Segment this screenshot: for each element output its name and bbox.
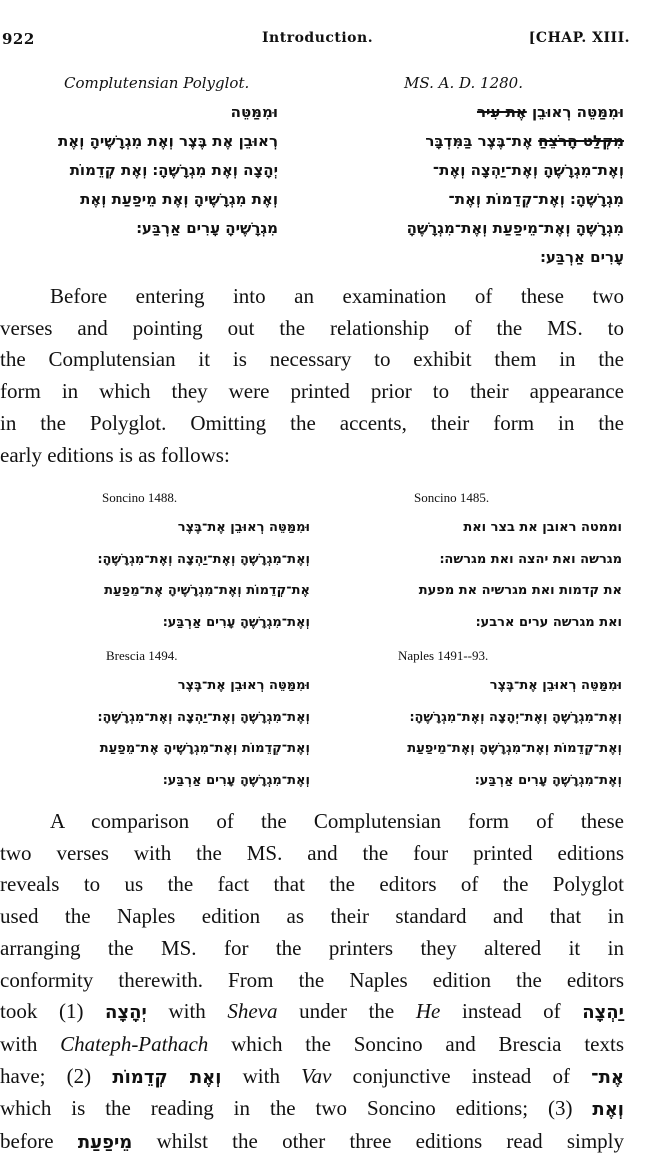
soncino-1488-text (10, 512, 310, 638)
hebrew-word: מֵיפַעַת (77, 1132, 133, 1154)
hebrew-fragment: אֶת־בֶּצֶר בַּמִּדְבָּר (425, 132, 539, 150)
hebrew-fragment: וּמִמַּטֵּה רְאוּבֵן (526, 103, 624, 121)
paragraph-comparison (0, 806, 624, 1159)
hebrew-line: מִגְרָשֶׁיהָ עָרִים אַרְבַּע׃ (136, 219, 278, 237)
text-fragment: with (146, 999, 228, 1024)
hebrew-line: רְאוּבֵן אֶת בֶּצֶר וְאֶת מִגְרָשֶׁיהָ וְאֶת (58, 132, 278, 150)
text-line (0, 1093, 624, 1126)
text-line: the Complutensian it is necessary to exhibit them in the (0, 347, 624, 372)
hebrew-line: וְאֶת־מִגְרָשֶׁהָ עָרִים אַרְבַּע׃ (162, 614, 310, 630)
naples-heading: Naples 1491--93. (398, 648, 489, 663)
text-fragment: with (221, 1063, 302, 1088)
text-line (0, 1029, 624, 1061)
chapter-label: [CHAP. XIII. (528, 30, 630, 46)
ms-text (324, 98, 624, 272)
hebrew-word: יְהָצָה (105, 1002, 147, 1024)
hebrew-line: וּמִמַּטֵּה (230, 103, 278, 121)
text-fragment: have; (2) (0, 1063, 113, 1088)
text-fragment: instead of (440, 999, 583, 1024)
text-line: two verses with the MS. and the four printed editions (0, 840, 624, 865)
hebrew-line: וְאֶת־מִגְרָשֶׁהָ וְאֶת־יַהְצָה וְאֶת־מִגְרָשֶׁהָ׃ (97, 551, 310, 567)
text-line: used the Naples edition as their standard and that in (0, 904, 624, 929)
hebrew-word: וְאֶת (592, 1099, 624, 1121)
hebrew-line: וּמִמַּטֵּה רְאוּבֵן אֶת־בֶּצֶר (177, 520, 310, 535)
text-line: early editions is as follows: (0, 442, 230, 467)
hebrew-line: מִגְרָשֶׁהָ׃ וְאֶת־קְדֵמוֹת וְאֶת־ (448, 190, 624, 208)
text-fragment: whilst the other three editions read simply (132, 1129, 624, 1154)
hebrew-line: וּמִמַּטֵּה רְאוּבֵן אֶת־בֶּצֶר (177, 678, 310, 693)
hebrew-line (324, 98, 624, 127)
soncino-1488-heading: Soncino 1488. (102, 490, 178, 505)
hebrew-line (324, 127, 624, 156)
struck-text: אֶת עִיר (476, 103, 527, 121)
text-fragment: took (1) (0, 999, 106, 1024)
naples-text (322, 670, 622, 796)
text-fragment: under the (277, 999, 416, 1024)
text-fragment: conjunctive instead of (331, 1063, 592, 1088)
text-line: conformity therewith. From the Naples edition the editors (0, 967, 624, 992)
text-line: verses and pointing out the relationship of the MS. to (0, 315, 624, 340)
hebrew-line: וּמִמַּטֵּה רְאוּבֵן אֶת־בֶּצֶר (489, 678, 622, 693)
soncino-1485-heading: Soncino 1485. (414, 490, 490, 505)
complutensian-text (8, 98, 278, 243)
text-line: in the Polyglot. Omitting the accents, their form in the (0, 410, 624, 435)
hebrew-line: וְאֶת־מִגְרָשֶׁהָ וְאֶת־יְהָצָה וְאֶת־מִגְרָשֶׁהָ׃ (409, 709, 622, 725)
complutensian-heading: Complutensian Polyglot. (64, 74, 250, 92)
struck-text: מִקְלַט הָרֹצֵחַ (538, 132, 624, 150)
hebrew-line: וְאֶת־מִגְרָשֶׁהָ וְאֶת־יַהְצָה וְאֶת־ (432, 161, 624, 179)
hebrew-line: וְאֶת־מִגְרָשֶׁהָ עָרִים אַרְבַּע׃ (162, 772, 310, 788)
brescia-1494-text (10, 670, 310, 796)
text-line: A comparison of the Complutensian form of these (50, 809, 624, 833)
text-line: form in which they were printed prior to their appearance (0, 379, 624, 404)
ms-heading: MS. A. D. 1280. (404, 74, 523, 92)
hebrew-line: וְאֶת־קְדֵמוֹת וְאֶת־מִגְרָשֶׁיהָ אֶת־מֵפַעַת (99, 741, 310, 756)
italic-term: He (415, 999, 441, 1024)
text-fragment: before (0, 1129, 78, 1154)
text-line (0, 1061, 624, 1094)
italic-term: Chateph-Pathach (60, 1031, 209, 1056)
text-fragment: which the Soncino and Brescia texts (208, 1031, 624, 1056)
text-line: reveals to us the fact that the editors of the Polyglot (0, 872, 624, 897)
hebrew-line: וממטה ראובן את בצר ואת (463, 520, 622, 535)
text-fragment: with (0, 1031, 61, 1056)
hebrew-line: מגרשה ואת יהצה ואת מגרשה׃ (439, 551, 622, 567)
hebrew-line: מִגְרָשֶׁהָ וְאֶת־מֵיפַעַת וְאֶת־מִגְרָשֶׁהָ (406, 219, 624, 237)
running-title: Introduction. (262, 30, 374, 46)
hebrew-line: את קדמות ואת מגרשיה את מפעת (418, 583, 622, 598)
text-line (0, 1126, 624, 1159)
page-number: 922 (2, 30, 35, 48)
hebrew-line: אֶת־קְדֵמוֹת וְאֶת־מִגְרָשֶׁיהָ אֶת־מֵפַעַת (104, 583, 310, 598)
hebrew-word: וְאֶת קְדֵמוֹת (112, 1066, 222, 1088)
text-fragment: which is the reading in the two Soncino editions; (3) (0, 1096, 593, 1121)
text-line (0, 996, 624, 1029)
text-line: Before entering into an examination of these two (50, 284, 624, 308)
paragraph-intro (0, 281, 624, 471)
hebrew-word: יַהְצָה (582, 1002, 624, 1024)
hebrew-line: עָרִים אַרְבַּע׃ (540, 248, 624, 266)
hebrew-line: וְאֶת־קְדֵמוֹת וְאֶת־מִגְרָשֶׁהָ וְאֶת־מֵיפַעַת (407, 741, 622, 756)
soncino-1485-text (342, 512, 622, 638)
italic-term: Vav (301, 1063, 332, 1088)
hebrew-word: אֶת־ (591, 1066, 624, 1088)
hebrew-line: וְאֶת־מִגְרָשֶׁהָ עָרִים אַרְבַּע׃ (474, 772, 622, 788)
hebrew-line: יְהָצָה וְאֶת מִגְרָשֶׁהָ׃ וְאֶת קְדֵמוֹת (69, 161, 278, 179)
text-line: arranging the MS. for the printers they altered it in (0, 935, 624, 960)
hebrew-line: וְאֶת מִגְרָשֶׁיהָ וְאֶת מֵיפַעַת וְאֶת (80, 190, 278, 208)
brescia-1494-heading: Brescia 1494. (106, 648, 178, 663)
italic-term: Sheva (227, 999, 278, 1024)
hebrew-line: וְאֶת־מִגְרָשֶׁהָ וְאֶת־יַהְצָה וְאֶת־מִגְרָשֶׁהָ׃ (97, 709, 310, 725)
hebrew-line: ואת מגרשה ערים ארבע׃ (475, 614, 622, 630)
